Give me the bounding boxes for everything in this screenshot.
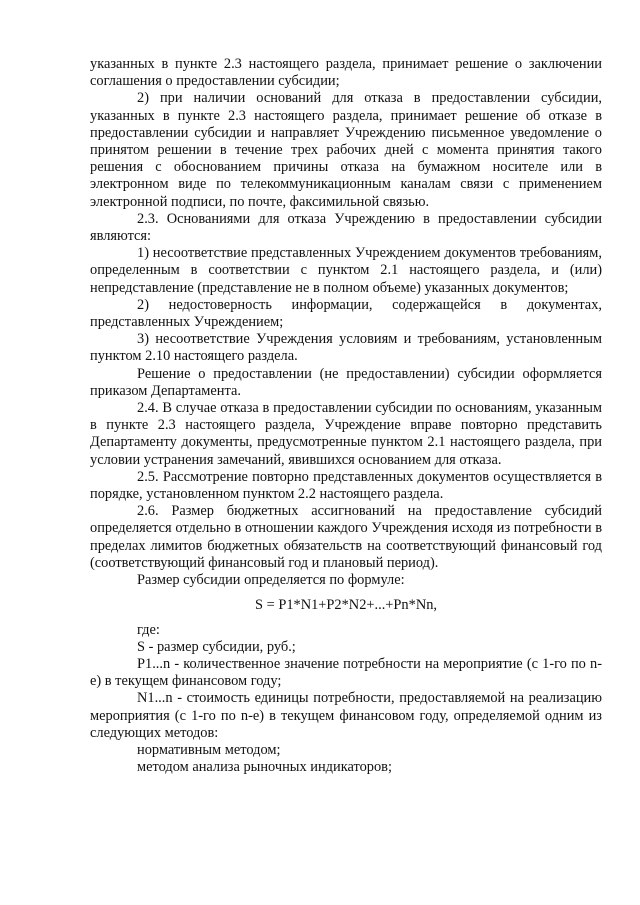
paragraph-item-2: 2) при наличии оснований для отказа в предоставлении субсидии, указанных в пункте 2.3 настоящего раздела, принимает решение об отказе в предоставлении субсидии и направляет Учреждению письменное уведомление о принятом решении в течение трех рабочих дней с момента принятия такого решения с обоснованием причины отказа на бумажном носителе или в электронном виде по телекоммуникационным каналам связи с применением электронной подписи, по почте, факсимильной связью. — [90, 90, 602, 210]
paragraph-continuation: указанных в пункте 2.3 настоящего раздела, принимает решение о заключении соглашения о предоставлении субсидии; — [90, 56, 602, 90]
paragraph-section-2-3: 2.3. Основаниями для отказа Учреждению в предоставлении субсидии являются: — [90, 210, 602, 245]
paragraph-method-normative: нормативным методом; — [137, 741, 281, 758]
paragraph-where: где: — [137, 621, 160, 638]
paragraph-s-definition: S - размер субсидии, руб.; — [137, 638, 296, 655]
paragraph-decision: Решение о предоставлении (не предоставлении) субсидии оформляется приказом Департамента. — [90, 365, 602, 399]
paragraph-section-2-4: 2.4. В случае отказа в предоставлении субсидии по основаниям, указанным в пункте 2.3 настоящего раздела, Учреждение вправе повторно представить Департаменту документы, предусмотренные пунктом 2.1 настоящего раздела, при условии устранения замечаний, явившихся основанием для отказа. — [90, 400, 602, 468]
paragraph-n-definition: N1...n - стоимость единицы потребности, предоставляемой на реализацию мероприятия (с 1-го по n-е) в текущем финансовом году, определяемой одним из следующих методов: — [90, 690, 602, 741]
document-page — [90, 56, 602, 776]
paragraph-formula-intro: Размер субсидии определяется по формуле: — [137, 572, 405, 589]
paragraph-2-3-item-1: 1) несоответствие представленных Учреждением документов требованиям, определенным в соответствии с пунктом 2.1 настоящего раздела, и (или) непредставление (представление не в полном объеме) указанных документов; — [90, 245, 602, 296]
paragraph-section-2-5: 2.5. Рассмотрение повторно представленных документов осуществляется в порядке, установленном пунктом 2.2 настоящего раздела. — [90, 468, 602, 503]
paragraph-method-market: методом анализа рыночных индикаторов; — [137, 759, 392, 776]
paragraph-section-2-6: 2.6. Размер бюджетных ассигнований на предоставление субсидий определяется отдельно в отношении каждого Учреждения исходя из потребности в пределах лимитов бюджетных обязательств на соответствующий финансовый год (соответствующий финансовый год и плановый период). — [90, 503, 602, 571]
paragraph-p-definition: P1...n - количественное значение потребности на мероприятие (с 1-го по n-е) в текущем финансовом году; — [90, 655, 602, 690]
paragraph-2-3-item-2: 2) недостоверность информации, содержащейся в документах, представленных Учреждением; — [90, 296, 602, 331]
paragraph-2-3-item-3: 3) несоответствие Учреждения условиям и требованиям, установленным пунктом 2.10 настоящего раздела. — [90, 331, 602, 365]
subsidy-formula: S = P1*N1+P2*N2+...+Pn*Nn, — [255, 597, 437, 614]
